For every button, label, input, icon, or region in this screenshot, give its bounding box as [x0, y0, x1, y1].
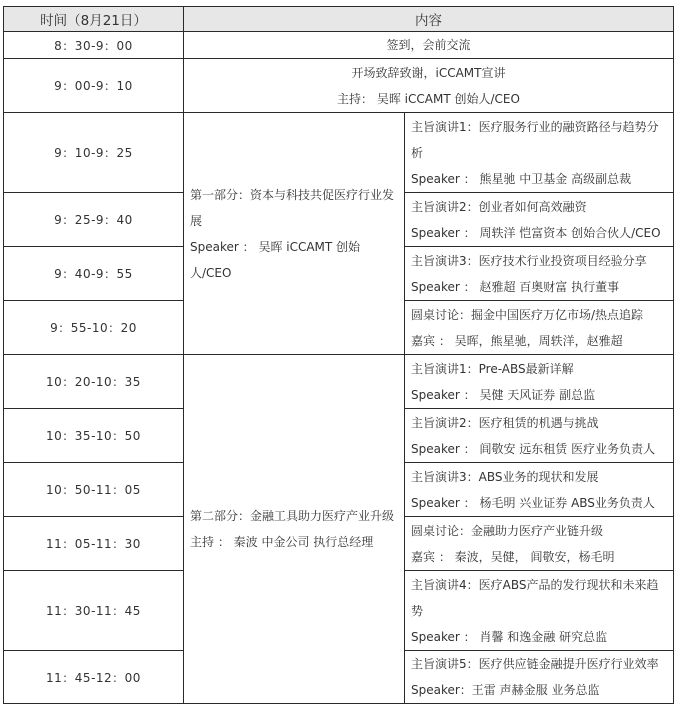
part-host: 主持 ： 秦波 中金公司 执行总经理 [190, 535, 374, 549]
time-cell: 9：25-9：40 [4, 193, 184, 247]
part-title: 第一部分：资本与科技共促医疗行业发展 [190, 187, 395, 228]
talk-title: 主旨演讲3：ABS业务的现状和发展 [411, 469, 599, 484]
header-row [4, 7, 674, 32]
talk-speaker: Speaker ： 闾敬安 远东租赁 医疗业务负责人 [411, 441, 656, 456]
time-cell: 9：40-9：55 [4, 247, 184, 301]
table-row [4, 32, 674, 59]
time-cell: 10：20-10：35 [4, 355, 184, 409]
talk-speaker: 嘉宾 ： 秦波，吴健， 闾敬安，杨毛明 [411, 549, 615, 564]
time-cell: 10：35-10：50 [4, 409, 184, 463]
talk-title: 主旨演讲4：医疗ABS产品的发行现状和未来趋势 [411, 577, 659, 618]
talk-cell [405, 651, 674, 704]
talk-speaker: Speaker：王雷 声赫金服 业务总监 [411, 683, 600, 697]
content-cell [184, 59, 674, 113]
talk-title: 主旨演讲1：医疗服务行业的融资路径与趋势分析 [411, 119, 659, 160]
talk-speaker: Speaker ： 吴健 天风证券 副总监 [411, 387, 596, 402]
table-row [4, 113, 674, 193]
agenda-table [3, 6, 674, 704]
table-row [4, 59, 674, 113]
content-cell [184, 32, 674, 59]
header-time: 时间（8月21日） [4, 7, 184, 32]
talk-title: 圆桌讨论：金融助力医疗产业链升级 [411, 523, 604, 538]
talk-cell [405, 247, 674, 301]
part-cell [184, 113, 405, 355]
time-cell: 11：05-11：30 [4, 517, 184, 571]
talk-title: 主旨演讲5：医疗供应链金融提升医疗行业效率 [411, 657, 659, 671]
talk-title: 主旨演讲3：医疗技术行业投资项目经验分享 [411, 253, 647, 268]
talk-cell [405, 113, 674, 193]
talk-speaker: Speaker ： 肖馨 和逸金融 研究总监 [411, 629, 608, 644]
talk-speaker: Speaker ： 杨毛明 兴业证券 ABS业务负责人 [411, 495, 655, 510]
talk-cell [405, 355, 674, 409]
talk-title: 主旨演讲1：Pre-ABS最新详解 [411, 361, 574, 376]
talk-cell [405, 571, 674, 651]
content-line: 开场致辞致谢，iCCAMT宣讲 [351, 65, 506, 80]
talk-cell [405, 463, 674, 517]
talk-speaker: 嘉宾 ： 吴晖，熊星驰，周轶洋，赵雅超 [411, 333, 623, 348]
content-line: 签到，会前交流 [386, 38, 471, 52]
time-cell: 9：55-10：20 [4, 301, 184, 355]
content-line: 主持： 吴晖 iCCAMT 创始人/CEO [337, 91, 520, 106]
part-cell [184, 355, 405, 704]
time-cell: 11：45-12：00 [4, 651, 184, 704]
talk-title: 主旨演讲2：创业者如何高效融资 [411, 199, 587, 214]
time-cell: 10：50-11：05 [4, 463, 184, 517]
time-cell: 8：30-9：00 [4, 32, 184, 59]
talk-title: 主旨演讲2：医疗租赁的机遇与挑战 [411, 415, 599, 430]
talk-cell [405, 409, 674, 463]
part-title: 第二部分：金融工具助力医疗产业升级 [190, 509, 395, 523]
talk-cell [405, 193, 674, 247]
time-cell: 11：30-11：45 [4, 571, 184, 651]
talk-speaker: Speaker ： 周轶洋 恺富资本 创始合伙人/CEO [411, 225, 661, 240]
talk-cell [405, 301, 674, 355]
talk-speaker: Speaker ： 熊星驰 中卫基金 高级副总裁 [411, 171, 632, 186]
header-content: 内容 [184, 7, 674, 32]
table-row [4, 355, 674, 409]
talk-title: 圆桌讨论：掘金中国医疗万亿市场/热点追踪 [411, 307, 644, 322]
time-cell: 9：10-9：25 [4, 113, 184, 193]
talk-speaker: Speaker ： 赵雅超 百奥财富 执行董事 [411, 279, 620, 294]
time-cell: 9：00-9：10 [4, 59, 184, 113]
talk-cell [405, 517, 674, 571]
part-speaker: Speaker ： 吴晖 iCCAMT 创始人/CEO [190, 239, 361, 280]
